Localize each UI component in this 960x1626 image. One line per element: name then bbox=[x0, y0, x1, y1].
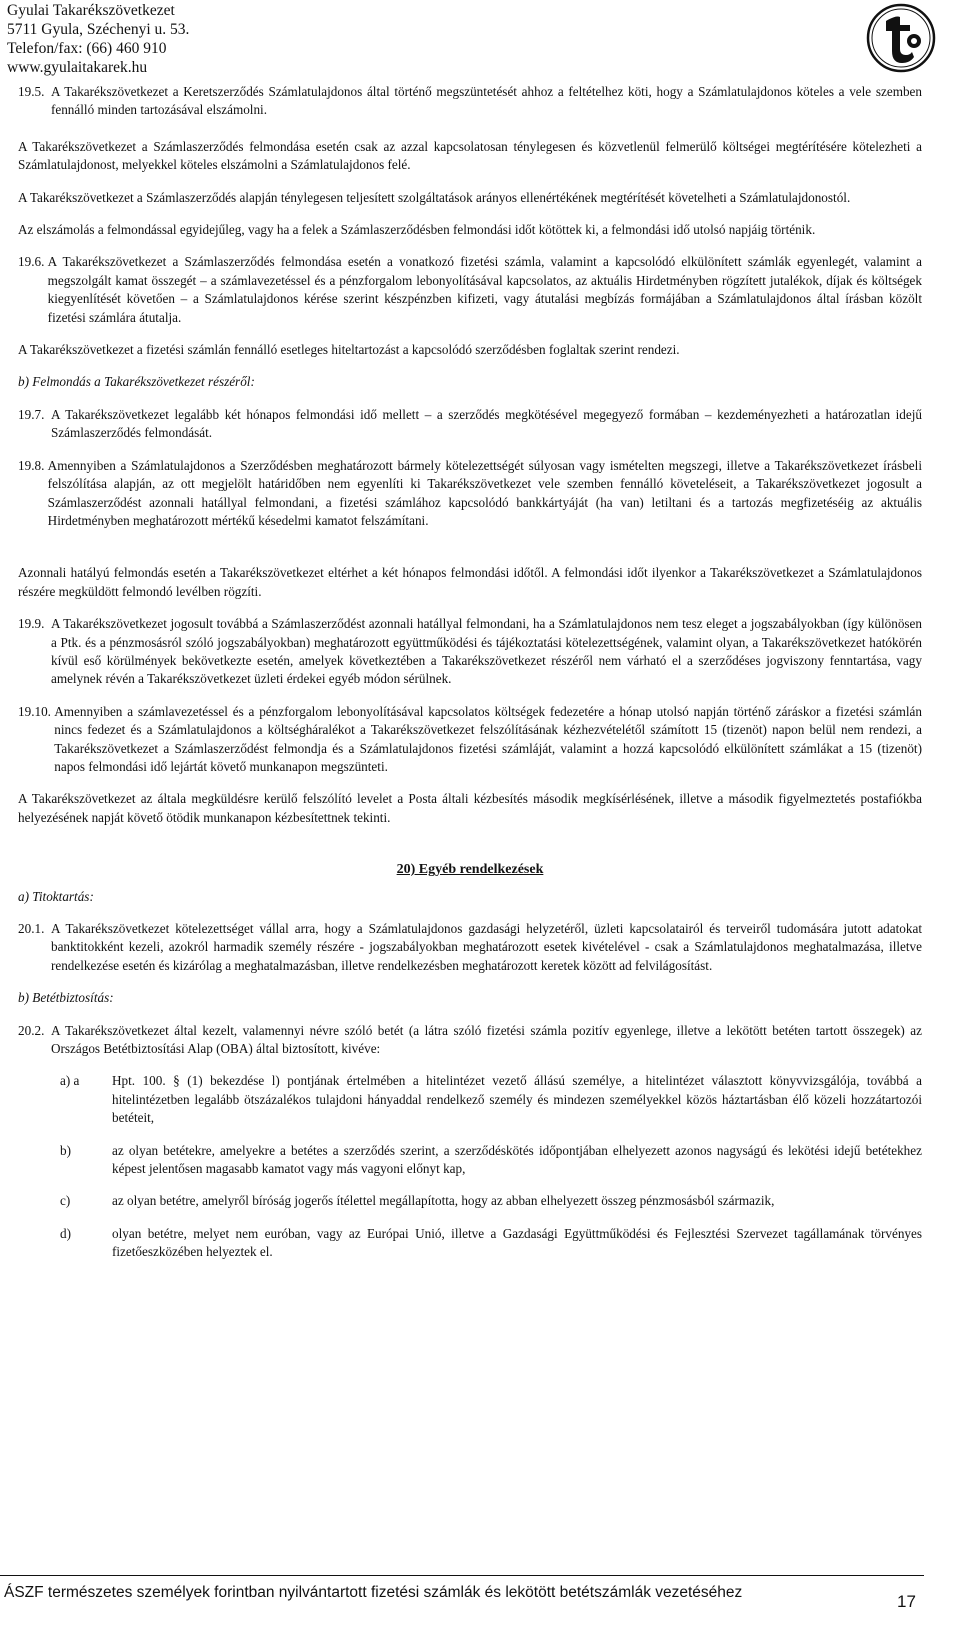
page-number: 17 bbox=[897, 1592, 916, 1611]
clause-19-7 bbox=[18, 406, 922, 443]
clause-number: 19.5. bbox=[18, 84, 51, 99]
document-body bbox=[18, 83, 922, 1262]
paragraph: A Takarékszövetkezet a Számlaszerződés felmondása esetén csak az azzal kapcsolatosan ténylegesen és közvetlenül felmerülő költségei megtérítésére kötelezheti a Számlatulajdonost, melyekkel köteles elszámolni a Számlatulajdonos felé. bbox=[18, 138, 922, 173]
svg-text:t: t bbox=[866, 3, 867, 4]
paragraph: A Takarékszövetkezet a fizetési számlán fennálló esetleges hiteltartozást a kapcsolódó szerződésben foglaltak szerint rendezi. bbox=[18, 342, 680, 358]
footer-text: ÁSZF természetes személyek forintban nyilvántartott fizetési számlák és lekötött betétszámlák vezetéséhez bbox=[4, 1584, 743, 1601]
subsection-heading: b) Felmondás a Takarékszövetkezet részéről: bbox=[18, 374, 255, 390]
clause-number: 19.6. bbox=[18, 254, 48, 270]
clause-number: 19.8. bbox=[18, 457, 48, 473]
list-item bbox=[60, 1072, 922, 1127]
paragraph: A Takarékszövetkezet a Számlaszerződés alapján ténylegesen teljesített szolgáltatások arányos ellenértékének megtérítését követelheti a Számlatulajdonostól. bbox=[18, 189, 851, 205]
section-title: 20) Egyéb rendelkezések bbox=[396, 862, 544, 878]
takarek-logo-icon bbox=[866, 3, 936, 73]
clause-19-6 bbox=[18, 253, 922, 327]
paragraph: A Takarékszövetkezet az általa megküldésre kerülő felszólító levelet a Posta általi kézbesítés második megkísérlésének, illetve a második figyelmeztetés postafiókba helyezésének napját követő ötödik munkanapon kézbesítettnek tekinti. bbox=[18, 791, 922, 825]
list-item bbox=[60, 1192, 922, 1210]
list-item bbox=[60, 1225, 922, 1262]
clause-number: 19.10. bbox=[18, 703, 55, 719]
clause-19-10 bbox=[18, 703, 922, 777]
list-item-text: olyan betétre, melyet nem euróban, vagy az Európai Unió, illetve a Gazdasági Együttműködési és Fejlesztési Szervezet tagállamának törvényes fizetőeszközében helyeztek el. bbox=[112, 1225, 922, 1260]
clause-20-1 bbox=[18, 920, 922, 975]
list-item-text: Hpt. 100. § (1) bekezdése l) pontjának értelmében a hitelintézet vezető állású személye, a hitelintézet választott könyvvizsgálója, továbbá a hitelintézetben legalább ötszázalékos tulajdoni hányaddal rendelkező személy és mindezen személyekkel közös háztartásban élő közeli hozzátartozói betéteit, bbox=[112, 1073, 922, 1126]
letterhead-address: 5711 Gyula, Széchenyi u. 53. bbox=[7, 21, 190, 38]
footer-rule bbox=[0, 1575, 924, 1576]
clause-text: A Takarékszövetkezet kötelezettséget vállal arra, hogy a Számlatulajdonos gazdasági helyzetéről, üzleti kapcsolatairól és terveiről tudomására jutott adatokat banktitokként kezeli, azokról harmadik személy részére - jogszabályokban meghatározott esetek kivételével - csak a Számlatulajdonos meghatalmazása, illetve rendelkezése esetén és kizárólag a meghatalmazásban, illetve rendelkezésben meghatározott keretek között ad felvilágosítást. bbox=[50, 921, 922, 973]
clause-text: A Takarékszövetkezet a Számlaszerződés felmondása esetén a vonatkozó fizetési számla, valamint a kapcsolódó elkülönített számlák egyenlegét, valamint a megszolgált kamat összegét – a számlavezetéssel és a pénzforgalom lebonyolításával kapcsolatos, az aktuális Hirdetményben rögzített jutalékok, díjak és költségek kiegyenlítését követően – a Számlatulajdonos kérése szerint készpénzben kifizeti, vagy átutalási megbízás formájában a Számlatulajdonos által írásban közölt fizetési számlára átutalja. bbox=[47, 254, 922, 325]
paragraph: Az elszámolás a felmondással egyidejűleg, vagy ha a felek a Számlaszerződésben felmondási időt kötöttek ki, a felmondási idő utolsó napjáig történik. bbox=[18, 222, 816, 238]
letterhead-name: Gyulai Takarékszövetkezet bbox=[7, 2, 175, 19]
clause-text: A Takarékszövetkezet legalább két hónapos felmondási idő mellett – a szerződés megkötésével megegyező formában – kezdeményezheti a határozatlan idejű Számlaszerződés felmondását. bbox=[50, 406, 922, 441]
clause-19-8 bbox=[18, 457, 922, 531]
list-item-text: az olyan betétre, amelyről bíróság jogerős ítélettel megállapította, hogy az abban elhelyezett összeg pénzmosásból származik, bbox=[112, 1193, 775, 1209]
list-item-label: a) a bbox=[60, 1073, 80, 1089]
clause-text: Amennyiben a Számlatulajdonos a Szerződésben meghatározott bármely kötelezettségét súlyosan vagy ismételten megszegi, illetve a Takarékszövetkezet írásbeli felszólítása alapján, az ott megjelölt határidőben nem egyenlíti ki Takarékszövetkezet vele szemben fennálló követeléseit, a Takarékszövetkezet jogosult a Számlaszerződést azonnali hatállyal felmondani, a fizetési számlához kapcsolódó bankkártyáját (ha van) letiltani és a tartozás megfizetéséig az aktuális Hirdetményben meghatározott mértékű késedelmi kamatot felszámítani. bbox=[47, 457, 922, 528]
clause-19-9 bbox=[18, 615, 922, 689]
clause-text: A Takarékszövetkezet által kezelt, valamennyi névre szóló betét (a látra szóló fizetési számla pozitív egyenlege, illetve a lekötött betéten tartott összegek) az Országos Betétbiztosítási Alap (OBA) által biztosított, kivéve: bbox=[50, 1022, 922, 1057]
list-item-text: az olyan betétekre, amelyekre a betétes a szerződés szerint, a szerződéskötés időpontjában elhelyezett azonos nagyságú és lekötési idejű betétekhez képest jelentősen magasabb kamatot vagy más vagyoni előnyt kap, bbox=[112, 1142, 922, 1177]
clause-text: A Takarékszövetkezet jogosult továbbá a Számlaszerződést azonnali hatállyal felmondani, ha a Számlatulajdonos nem tesz eleget a jogszabályokban (így különösen a Ptk. és a pénzmosásról szóló jogszabályokban) meghatározott együttműködési és tájékoztatási kötelezettségének, valamint olyan, a Takarékszövetkezet hatókörén kívül eső körülmények bekövetkezte esetén, amelyek következtében a Takarékszövetkezet részéről nem várható el a szerződéses jogviszony fenntartása, vagy amelynek révén a Takarékszövetkezet üzleti érdekei egyéb módon sérülnek. bbox=[50, 616, 922, 687]
clause-number: 20.2. bbox=[18, 1022, 51, 1038]
clause-text: Amennyiben a számlavezetéssel és a pénzforgalom lebonyolításával kapcsolatos költségek fedezetére a hónap utolsó napján történő záráskor a fizetési számlán nincs fedezet és a Számlatulajdonos a költségháralékot a Takarékszövetkezet felszólításának kézhezvételétől számított 15 (tizenöt) napon belül nem rendezi, a Takarékszövetkezet a Számlaszerződést felmondja és a Számlatulajdonos fizetési számláját, valamint a hozzá kapcsolódó elkülönített számlákat a 15 (tizenöt) napos felmondási idő lejártát követő munkanapon megszünteti. bbox=[54, 703, 922, 774]
subsection-heading: a) Titoktartás: bbox=[18, 888, 94, 904]
list-item bbox=[60, 1142, 922, 1179]
clause-number: 20.1. bbox=[18, 921, 51, 936]
clause-text: A Takarékszövetkezet a Keretszerződés Számlatulajdonos által történő megszüntetését ahhoz a feltételhez köti, hogy a Számlatulajdonos köteles a vele szemben fennálló minden tartozásával elszámolni. bbox=[50, 84, 922, 118]
clause-number: 19.9. bbox=[18, 616, 51, 632]
letterhead bbox=[7, 1, 189, 77]
clause-number: 19.7. bbox=[18, 406, 51, 422]
clause-19-5 bbox=[18, 83, 922, 120]
paragraph: Azonnali hatályú felmondás esetén a Takarékszövetkezet eltérhet a két hónapos felmondási időtől. A felmondási időt ilyenkor a Takarékszövetkezet a Számlatulajdonos részére megküldött felmondó levélben rögzíti. bbox=[18, 565, 922, 599]
letterhead-website: www.gyulaitakarek.hu bbox=[7, 59, 148, 76]
letterhead-phone: Telefon/fax: (66) 460 910 bbox=[7, 40, 167, 57]
list-item-label: c) bbox=[60, 1193, 71, 1209]
list-item-label: b) bbox=[60, 1142, 71, 1158]
subsection-heading: b) Betétbiztosítás: bbox=[18, 990, 114, 1006]
clause-20-2 bbox=[18, 1022, 922, 1059]
list-item-label: d) bbox=[60, 1225, 71, 1241]
